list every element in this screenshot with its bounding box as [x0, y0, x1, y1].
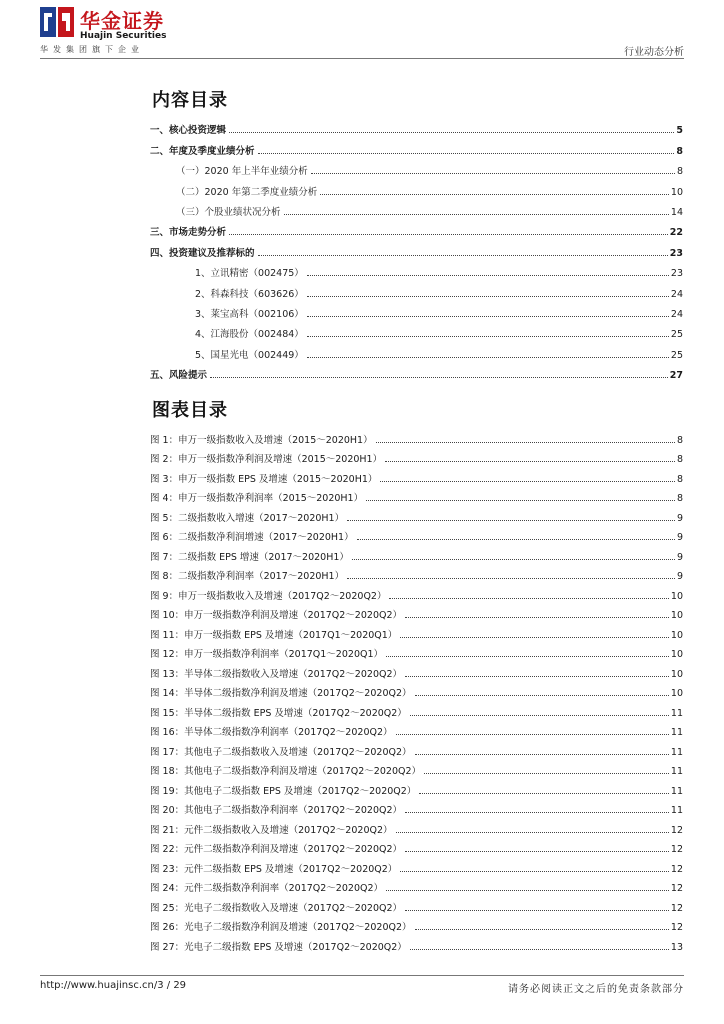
entry-page-number: 10: [670, 186, 683, 198]
dot-leader: [307, 296, 669, 297]
figure-entry[interactable]: [150, 426, 683, 446]
dot-leader: [210, 377, 668, 378]
toc-entry[interactable]: [150, 238, 683, 258]
dot-leader: [405, 617, 669, 618]
footer-divider: [40, 975, 684, 976]
figures-list: [150, 426, 683, 953]
dot-leader: [366, 500, 675, 501]
dot-leader: [405, 676, 669, 677]
dot-leader: [320, 194, 669, 195]
figure-entry[interactable]: [150, 582, 683, 602]
figure-entry[interactable]: [150, 465, 683, 485]
entry-page-number: 24: [670, 308, 683, 320]
entry-label: 图 11：申万一级指数 EPS 及增速（2017Q1～2020Q1）: [150, 629, 398, 641]
dot-leader: [405, 910, 669, 911]
entry-page-number: 12: [670, 844, 683, 855]
entry-label: 5、国星光电（002449）: [195, 349, 304, 361]
entry-label: 4、江海股份（002484）: [195, 329, 304, 341]
entry-page-number: 8: [676, 454, 683, 465]
entry-label: 三、市场走势分析: [150, 227, 227, 239]
entry-label: 图 8：二级指数净利润率（2017～2020H1）: [150, 571, 345, 582]
entry-label: 图 10：申万一级指数净利润及增速（2017Q2～2020Q2）: [150, 610, 403, 621]
entry-label: 图 22：元件二级指数净利润及增速（2017Q2～2020Q2）: [150, 844, 403, 855]
entry-label: 2、科森科技（603626）: [195, 288, 304, 300]
figure-entry[interactable]: [150, 797, 683, 817]
entry-page-number: 12: [670, 922, 683, 933]
footer-page-indicator: 3 / 29: [157, 980, 187, 991]
dot-leader: [405, 812, 669, 813]
entry-label: 1、立讯精密（002475）: [195, 268, 304, 280]
entry-page-number: 11: [670, 727, 683, 738]
figure-entry[interactable]: [150, 875, 683, 895]
entry-label: 图 12：申万一级指数净利润率（2017Q1～2020Q1）: [150, 649, 384, 660]
entry-page-number: 10: [670, 668, 683, 680]
page-header: [0, 0, 724, 68]
entry-page-number: 12: [670, 824, 683, 836]
entry-label: 四、投资建议及推荐标的: [150, 247, 255, 259]
entry-page-number: 23: [669, 247, 683, 259]
toc-entry[interactable]: [150, 116, 683, 136]
figure-entry[interactable]: [150, 699, 683, 719]
entry-page-number: 25: [670, 349, 683, 361]
figure-entry[interactable]: [150, 602, 683, 622]
entry-label: 图 14：半导体二级指数净利润及增速（2017Q2～2020Q2）: [150, 688, 412, 699]
figure-entry[interactable]: [150, 758, 683, 778]
entry-page-number: 9: [676, 512, 683, 524]
dot-leader: [424, 773, 669, 774]
figure-entry[interactable]: [150, 621, 683, 641]
dot-leader: [258, 255, 668, 256]
entry-label: 图 7：二级指数 EPS 增速（2017～2020H1）: [150, 551, 349, 563]
toc-entry[interactable]: [150, 320, 683, 340]
entry-page-number: 10: [670, 590, 683, 602]
contents-list: [150, 116, 683, 381]
toc-entry[interactable]: [150, 198, 683, 218]
dot-leader: [307, 336, 669, 337]
figure-entry[interactable]: [150, 914, 683, 934]
entry-label: 图 23：元件二级指数 EPS 及增速（2017Q2～2020Q2）: [150, 863, 398, 875]
figure-entry[interactable]: [150, 563, 683, 583]
entry-label: 图 6：二级指数净利润增速（2017～2020H1）: [150, 532, 354, 543]
toc-entry[interactable]: [150, 361, 683, 381]
toc-entry[interactable]: [150, 136, 683, 156]
figure-entry[interactable]: [150, 680, 683, 700]
entry-page-number: 8: [676, 493, 683, 504]
dot-leader: [410, 949, 669, 950]
entry-page-number: 9: [676, 571, 683, 582]
dot-leader: [258, 153, 675, 154]
brand-name-en: Huajin Securities: [80, 31, 167, 41]
dot-leader: [284, 214, 669, 215]
figure-entry[interactable]: [150, 485, 683, 505]
footer-url[interactable]: http://www.huajinsc.cn/: [40, 980, 158, 991]
entry-label: 图 19：其他电子二级指数 EPS 及增速（2017Q2～2020Q2）: [150, 785, 417, 797]
footer-disclaimer: 请务必阅读正文之后的免责条款部分: [508, 984, 684, 995]
figure-entry[interactable]: [150, 524, 683, 544]
toc-entry[interactable]: [150, 300, 683, 320]
entry-label: 图 15：半导体二级指数 EPS 及增速（2017Q2～2020Q2）: [150, 707, 407, 719]
figure-entry[interactable]: [150, 504, 683, 524]
dot-leader: [386, 656, 669, 657]
toc-entry[interactable]: [150, 340, 683, 360]
figure-entry[interactable]: [150, 777, 683, 797]
entry-page-number: 10: [670, 649, 683, 660]
entry-page-number: 10: [670, 610, 683, 621]
entry-label: 一、核心投资逻辑: [150, 125, 227, 137]
entry-page-number: 24: [670, 288, 683, 300]
figure-entry[interactable]: [150, 933, 683, 953]
entry-page-number: 14: [670, 206, 683, 218]
dot-leader: [389, 598, 668, 599]
entry-label: 图 20：其他电子二级指数净利润率（2017Q2～2020Q2）: [150, 805, 403, 816]
entry-page-number: 22: [669, 227, 683, 239]
entry-label: 图 26：光电子二级指数净利润及增速（2017Q2～2020Q2）: [150, 922, 412, 933]
entry-label: 图 21：元件二级指数收入及增速（2017Q2～2020Q2）: [150, 824, 393, 836]
entry-page-number: 23: [670, 268, 683, 280]
dot-leader: [396, 832, 669, 833]
entry-label: （二）2020 年第二季度业绩分析: [176, 186, 318, 198]
dot-leader: [396, 734, 669, 735]
entry-page-number: 9: [676, 551, 683, 563]
entry-page-number: 9: [676, 532, 683, 543]
entry-page-number: 8: [676, 434, 683, 446]
entry-page-number: 11: [670, 785, 683, 797]
dot-leader: [307, 357, 669, 358]
entry-page-number: 25: [670, 329, 683, 341]
figure-entry[interactable]: [150, 738, 683, 758]
figure-entry[interactable]: [150, 836, 683, 856]
entry-page-number: 10: [670, 629, 683, 641]
dot-leader: [385, 461, 675, 462]
figure-entry[interactable]: [150, 543, 683, 563]
dot-leader: [400, 637, 669, 638]
entry-label: 二、年度及季度业绩分析: [150, 145, 255, 157]
toc-entry[interactable]: [150, 279, 683, 299]
dot-leader: [386, 890, 669, 891]
entry-label: 图 13：半导体二级指数收入及增速（2017Q2～2020Q2）: [150, 668, 403, 680]
footer-page-info: [40, 980, 186, 991]
entry-page-number: 8: [676, 145, 683, 157]
dot-leader: [415, 695, 669, 696]
toc-entry[interactable]: [150, 218, 683, 238]
huajin-logo-icon: [40, 7, 74, 37]
entry-label: 3、莱宝高科（002106）: [195, 308, 304, 320]
dot-leader: [410, 715, 669, 716]
entry-page-number: 10: [670, 688, 683, 699]
dot-leader: [400, 871, 669, 872]
entry-label: 图 2：申万一级指数净利润及增速（2015～2020H1）: [150, 454, 383, 465]
dot-leader: [229, 132, 674, 133]
dot-leader: [352, 559, 675, 560]
dot-leader: [415, 929, 669, 930]
entry-label: （三）个股业绩状况分析: [176, 206, 281, 218]
figure-entry[interactable]: [150, 641, 683, 661]
brand-name-cn: 华金证券: [80, 9, 164, 33]
figure-entry[interactable]: [150, 816, 683, 836]
contents-title: 内容目录: [152, 90, 228, 111]
figure-entry[interactable]: [150, 660, 683, 680]
dot-leader: [347, 520, 675, 521]
entry-label: （一）2020 年上半年业绩分析: [176, 166, 308, 178]
entry-page-number: 13: [670, 941, 683, 953]
entry-label: 图 1：申万一级指数收入及增速（2015～2020H1）: [150, 434, 373, 446]
group-subtitle: 华发集团旗下企业: [40, 45, 144, 54]
entry-label: 图 5：二级指数收入增速（2017～2020H1）: [150, 512, 345, 524]
entry-page-number: 5: [676, 125, 683, 137]
figure-entry[interactable]: [150, 719, 683, 739]
entry-page-number: 11: [670, 707, 683, 719]
figure-entry[interactable]: [150, 894, 683, 914]
entry-label: 图 16：半导体二级指数净利润率（2017Q2～2020Q2）: [150, 727, 393, 738]
dot-leader: [347, 578, 675, 579]
dot-leader: [311, 173, 675, 174]
toc-entry[interactable]: [150, 259, 683, 279]
dot-leader: [380, 481, 675, 482]
report-type: 行业动态分析: [624, 47, 684, 58]
dot-leader: [229, 234, 668, 235]
toc-entry[interactable]: [150, 177, 683, 197]
entry-page-number: 12: [670, 883, 683, 894]
entry-page-number: 11: [670, 766, 683, 777]
entry-page-number: 11: [670, 805, 683, 816]
entry-label: 图 18：其他电子二级指数净利润及增速（2017Q2～2020Q2）: [150, 766, 422, 777]
dot-leader: [307, 275, 669, 276]
dot-leader: [419, 793, 669, 794]
dot-leader: [376, 442, 675, 443]
header-divider: [40, 58, 684, 59]
entry-label: 图 27：光电子二级指数 EPS 及增速（2017Q2～2020Q2）: [150, 941, 407, 953]
entry-label: 图 4：申万一级指数净利润率（2015～2020H1）: [150, 493, 364, 504]
dot-leader: [357, 539, 675, 540]
entry-page-number: 12: [670, 902, 683, 914]
entry-label: 图 17：其他电子二级指数收入及增速（2017Q2～2020Q2）: [150, 746, 412, 758]
entry-page-number: 8: [676, 166, 683, 178]
figure-entry[interactable]: [150, 855, 683, 875]
dot-leader: [405, 851, 669, 852]
figure-entry[interactable]: [150, 446, 683, 466]
entry-page-number: 27: [669, 370, 683, 382]
entry-label: 图 9：申万一级指数收入及增速（2017Q2～2020Q2）: [150, 590, 387, 602]
entry-page-number: 12: [670, 863, 683, 875]
entry-label: 图 3：申万一级指数 EPS 及增速（2015～2020H1）: [150, 473, 378, 485]
entry-label: 图 24：元件二级指数净利润率（2017Q2～2020Q2）: [150, 883, 384, 894]
entry-label: 图 25：光电子二级指数收入及增速（2017Q2～2020Q2）: [150, 902, 403, 914]
entry-page-number: 11: [670, 746, 683, 758]
figures-title: 图表目录: [152, 400, 228, 421]
dot-leader: [415, 754, 669, 755]
entry-page-number: 8: [676, 473, 683, 485]
dot-leader: [307, 316, 669, 317]
entry-label: 五、风险提示: [150, 370, 208, 382]
toc-entry[interactable]: [150, 157, 683, 177]
